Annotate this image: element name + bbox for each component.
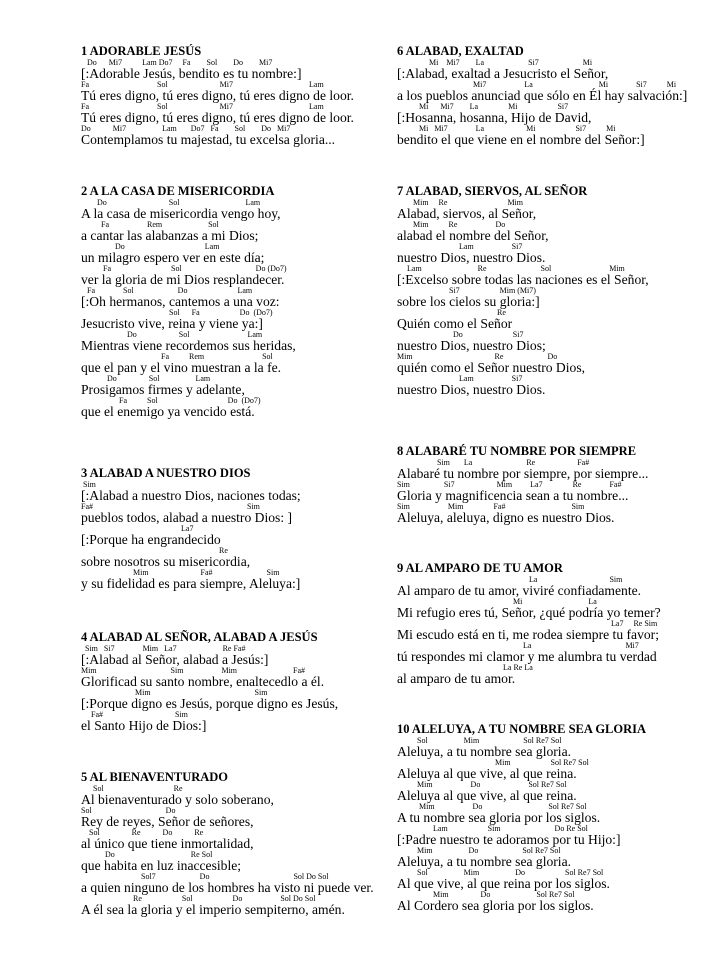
lyric-line: Al amparo de tu amor, viviré confiadamente. <box>397 583 642 598</box>
lyric-line: quién como el Señor nuestro Dios, <box>397 360 586 375</box>
lyric-line: Prosigamos firmes y adelante, <box>81 382 245 397</box>
verse-line <box>81 568 393 590</box>
verse-line <box>397 80 719 102</box>
chord-line: Fa Sol Do (Do7) <box>81 396 261 405</box>
verse-line <box>397 736 719 758</box>
chord-line: Fa Rem Sol <box>81 352 273 361</box>
song-block <box>397 561 719 685</box>
lyric-line: Tú eres digno, tú eres digno, tú eres digno de loor. <box>81 88 354 103</box>
verse-line <box>81 894 393 916</box>
chord-line: Mim Do Sol Re7 Sol <box>397 890 575 899</box>
song-title: 2 A LA CASA DE MISERICORDIA <box>81 184 275 198</box>
song-block <box>397 44 719 146</box>
lyric-line: Gloria y magnificencia sean a tu nombre... <box>397 488 629 503</box>
lyric-line: sobre los cielos su gloria:] <box>397 294 540 309</box>
lyric-line: Aleluya al que vive, al que reina. <box>397 766 577 781</box>
verse-line <box>397 264 719 286</box>
chord-line: Sim Si7 Mim La7 Re Fa# <box>81 644 246 653</box>
lyric-line: Al Cordero sea gloria por los siglos. <box>397 898 594 913</box>
verse-line <box>81 308 393 330</box>
lyric-line: y su fidelidad es para siempre, Aleluya:] <box>81 576 301 591</box>
verse-line <box>81 102 393 124</box>
verse-line <box>397 124 719 146</box>
chord-line: Mim Do Sol Re7 Sol <box>397 846 561 855</box>
chord-line: Mim Sim <box>81 688 268 697</box>
verse-line <box>397 824 719 846</box>
chord-line: Do Sol Lam <box>81 374 211 383</box>
verse-line <box>397 308 719 330</box>
verse-line <box>397 597 719 619</box>
chord-line: Mim Sim Mim Fa# <box>81 666 306 675</box>
chord-line: Sim <box>81 480 96 489</box>
chord-line: Fa# Sim <box>81 502 260 511</box>
lyric-line: que el enemigo ya vencido está. <box>81 404 255 419</box>
song-block <box>81 770 393 916</box>
song-title: 3 ALABAD A NUESTRO DIOS <box>81 466 251 480</box>
chord-line: La7 <box>81 524 194 533</box>
verse-line <box>397 780 719 802</box>
song-block <box>397 184 719 396</box>
lyric-line: Alabaré tu nombre por siempre, por siempre... <box>397 466 649 481</box>
lyric-line: pueblos todos, alabad a nuestro Dios: ] <box>81 510 293 525</box>
lyric-line: tú respondes mi clamor y me alumbra tu verdad <box>397 649 657 664</box>
chord-line: Sol Re Do Re <box>81 828 204 837</box>
lyric-line: que el pan y el vino muestran a la fe. <box>81 360 282 375</box>
chord-line: Sim La Re Fa# <box>397 458 590 467</box>
verse-line <box>81 710 393 732</box>
chord-line: Sol Mim Sol Re7 Sol <box>397 736 562 745</box>
lyric-line: a los pueblos anunciad que sólo en Él hay salvación:] <box>397 88 688 103</box>
verse-line <box>81 872 393 894</box>
verse-line <box>397 352 719 374</box>
chord-line: Mi Mi7 La Mi Si7 <box>397 102 569 111</box>
song-block <box>397 444 719 524</box>
song-title: 4 ALABAD AL SEÑOR, ALABAD A JESÚS <box>81 630 318 644</box>
chord-line: Mi Mi7 La Si7 Mi <box>397 58 593 67</box>
lyric-line: al amparo de tu amor. <box>397 671 516 686</box>
lyric-line: Alabad, siervos, al Señor, <box>397 206 537 221</box>
lyric-line: [:Oh hermanos, cantemos a una voz: <box>81 294 280 309</box>
verse-line <box>81 264 393 286</box>
verse-line <box>81 330 393 352</box>
song-title: 10 ALELUYA, A TU NOMBRE SEA GLORIA <box>397 722 647 736</box>
lyric-line: Rey de reyes, Señor de señores, <box>81 814 254 829</box>
verse-line <box>81 220 393 242</box>
lyric-line: al único que tiene inmortalidad, <box>81 836 254 851</box>
chord-line: Re <box>397 308 506 317</box>
chord-line: Do Lam <box>81 242 220 251</box>
verse-line <box>81 58 393 80</box>
lyric-line: nuestro Dios, nuestro Dios; <box>397 338 546 353</box>
verse-line <box>81 524 393 546</box>
verse-line <box>81 374 393 396</box>
song-title: 8 ALABARÉ TU NOMBRE POR SIEMPRE <box>397 444 637 458</box>
verse-line <box>397 758 719 780</box>
verse-line <box>81 502 393 524</box>
lyric-line: Mientras viene recordemos sus heridas, <box>81 338 296 353</box>
lyric-line: [:Padre nuestro te adoramos por tu Hijo:] <box>397 832 621 847</box>
chord-line: Sim Mim Fa# Sim <box>397 502 585 511</box>
verse-line <box>397 619 719 641</box>
chord-line: Mim Re Do <box>397 220 506 229</box>
chord-line: Lam Si7 <box>397 242 523 251</box>
lyric-line: Tú eres digno, tú eres digno, tú eres digno de loor. <box>81 110 354 125</box>
chord-line: Sol Mim Do Sol Re7 Sol <box>397 868 604 877</box>
lyric-line: nuestro Dios, nuestro Dios. <box>397 250 546 265</box>
chord-line: La Mi7 <box>397 641 639 650</box>
lyric-line: [:Adorable Jesús, bendito es tu nombre:] <box>81 66 302 81</box>
lyric-line: Quién como el Señor <box>397 316 513 331</box>
song-title: 6 ALABAD, EXALTAD <box>397 44 524 58</box>
chord-line: Do Sol Lam <box>81 198 261 207</box>
lyric-line: [:Porque digno es Jesús, porque digno es Jesús, <box>81 696 339 711</box>
verse-line <box>397 480 719 502</box>
verse-line <box>397 802 719 824</box>
lyric-line: un milagro espero ver en este día; <box>81 250 265 265</box>
lyric-line: A él sea la gloria y el imperio sempiterno, amén. <box>81 902 345 917</box>
chord-line: Fa Sol Mi7 Lam <box>81 102 324 111</box>
chord-line: Lam Si7 <box>397 374 523 383</box>
chord-line: Sol Fa Do (Do7) <box>81 308 273 317</box>
lyric-line: Al bienaventurado y solo soberano, <box>81 792 274 807</box>
song-block <box>397 722 719 912</box>
verse-line <box>81 480 393 502</box>
chord-line: Sim Si7 Mim La7 Re Fa# <box>397 480 622 489</box>
chord-line: Mi7 La Mi Si7 Mi <box>397 80 677 89</box>
song-block <box>81 44 393 146</box>
song-title: 1 ADORABLE JESÚS <box>81 44 202 58</box>
chord-line: Fa# Sim <box>81 710 188 719</box>
lyric-line: [:Porque ha engrandecido <box>81 532 221 547</box>
verse-line <box>397 846 719 868</box>
verse-line <box>81 124 393 146</box>
verse-line <box>397 575 719 597</box>
lyric-line: que habita en luz inaccesible; <box>81 858 242 873</box>
lyric-line: A la casa de misericordia vengo hoy, <box>81 206 281 221</box>
lyric-line: Contemplamos tu majestad, tu excelsa gloria... <box>81 132 336 147</box>
verse-line <box>397 198 719 220</box>
verse-line <box>397 641 719 663</box>
lyric-line: [:Hosanna, hosanna, Hijo de David, <box>397 110 592 125</box>
chord-line: Si7 Mim (Mi7) <box>397 286 536 295</box>
lyric-line: Glorificad su santo nombre, enaltecedlo a él. <box>81 674 325 689</box>
verse-line <box>397 663 719 685</box>
song-title: 9 AL AMPARO DE TU AMOR <box>397 561 563 575</box>
verse-line <box>81 396 393 418</box>
lyric-line: [:Alabad a nuestro Dios, naciones todas; <box>81 488 301 503</box>
chord-line: Lam Re Sol Mim <box>397 264 625 273</box>
verse-line <box>81 80 393 102</box>
chord-line: Re <box>81 546 228 555</box>
verse-line <box>397 890 719 912</box>
chord-line: Mim Re Mim <box>397 198 524 207</box>
lyric-line: el Santo Hijo de Dios:] <box>81 718 207 733</box>
lyric-line: Aleluya, a tu nombre sea gloria. <box>397 854 572 869</box>
lyric-line: [:Alabad al Señor, alabad a Jesús:] <box>81 652 269 667</box>
lyric-line: Mi escudo está en ti, me rodea siempre tu favor; <box>397 627 659 642</box>
chord-line: Fa Rem Sol <box>81 220 219 229</box>
chord-line: Do Mi7 Lam Do7 Fa Sol Do Mi7 <box>81 124 291 133</box>
verse-line <box>81 784 393 806</box>
verse-line <box>81 286 393 308</box>
chord-line: Mi Mi7 La Mi Si7 Mi <box>397 124 616 133</box>
lyric-line: Jesucristo vive, reina y viene ya:] <box>81 316 263 331</box>
verse-line <box>81 242 393 264</box>
chord-line: Do Si7 <box>397 330 524 339</box>
song-block <box>81 184 393 418</box>
chord-line: Fa Sol Do Lam <box>81 286 253 295</box>
chord-line: Mim Do Sol Re7 Sol <box>397 780 567 789</box>
chord-line: Do Sol Lam <box>81 330 263 339</box>
verse-line <box>81 828 393 850</box>
lyric-line: [:Excelso sobre todas las naciones es el Señor, <box>397 272 649 287</box>
chord-line: Fa Sol Do (Do7) <box>81 264 287 273</box>
lyric-line: a quien ninguno de los hombres ha visto ni puede ver. <box>81 880 374 895</box>
lyric-line: Aleluya, a tu nombre sea gloria. <box>397 744 572 759</box>
lyric-line: a cantar las alabanzas a mi Dios; <box>81 228 259 243</box>
lyric-line: alabad el nombre del Señor, <box>397 228 549 243</box>
verse-line <box>397 374 719 396</box>
chord-line: Lam Sim Do Re Sol <box>397 824 588 833</box>
song-title: 7 ALABAD, SIERVOS, AL SEÑOR <box>397 184 588 198</box>
chord-line: Sol Do <box>81 806 176 815</box>
verse-line <box>81 666 393 688</box>
verse-line <box>397 458 719 480</box>
lyric-line: Aleluya al que vive, al que reina. <box>397 788 577 803</box>
verse-line <box>81 850 393 872</box>
chord-line: La7 Re Sim <box>397 619 658 628</box>
lyric-line: Mi refugio eres tú, Señor, ¿qué podría yo temer? <box>397 605 661 620</box>
lyric-line: nuestro Dios, nuestro Dios. <box>397 382 546 397</box>
chord-line: Mim Fa# Sim <box>81 568 280 577</box>
song-title: 5 AL BIENAVENTURADO <box>81 770 229 784</box>
chord-line: Mim Sol Re7 Sol <box>397 758 589 767</box>
verse-line <box>397 502 719 524</box>
verse-line <box>81 352 393 374</box>
verse-line <box>397 102 719 124</box>
lyric-line: [:Alabad, exaltad a Jesucristo el Señor, <box>397 66 609 81</box>
song-block <box>81 466 393 590</box>
chord-line: La Re La <box>397 663 533 672</box>
lyric-line: Aleluya, aleluya, digno es nuestro Dios. <box>397 510 615 525</box>
verse-line <box>81 688 393 710</box>
verse-line <box>81 644 393 666</box>
chord-line: Sol Re <box>81 784 183 793</box>
lyric-line: ver la gloria de mi Dios resplandecer. <box>81 272 285 287</box>
lyric-line: A tu nombre sea gloria por los siglos. <box>397 810 601 825</box>
verse-line <box>397 868 719 890</box>
song-block <box>81 630 393 732</box>
chord-line: Fa Sol Mi7 Lam <box>81 80 324 89</box>
verse-line <box>397 220 719 242</box>
verse-line <box>397 242 719 264</box>
lyric-line: Al que vive, al que reina por los siglos. <box>397 876 610 891</box>
verse-line <box>81 198 393 220</box>
chord-line: Do Mi7 Lam Do7 Fa Sol Do Mi7 <box>81 58 273 67</box>
chord-line: Mim Re Do <box>397 352 558 361</box>
verse-line <box>397 330 719 352</box>
verse-line <box>397 58 719 80</box>
chord-line: Mim Do Sol Re7 Sol <box>397 802 587 811</box>
chord-line: Mi La <box>397 597 597 606</box>
chord-line: Re Sol Do Sol Do Sol <box>81 894 316 903</box>
lyric-line: bendito el que viene en el nombre del Señor:] <box>397 132 645 147</box>
verse-line <box>81 806 393 828</box>
chord-line: La Sim <box>397 575 623 584</box>
verse-line <box>81 546 393 568</box>
lyric-line: sobre nosotros su misericordia, <box>81 554 251 569</box>
verse-line <box>397 286 719 308</box>
chord-line: Do Re Sol <box>81 850 213 859</box>
chord-line: Sol7 Do Sol Do Sol <box>81 872 329 881</box>
